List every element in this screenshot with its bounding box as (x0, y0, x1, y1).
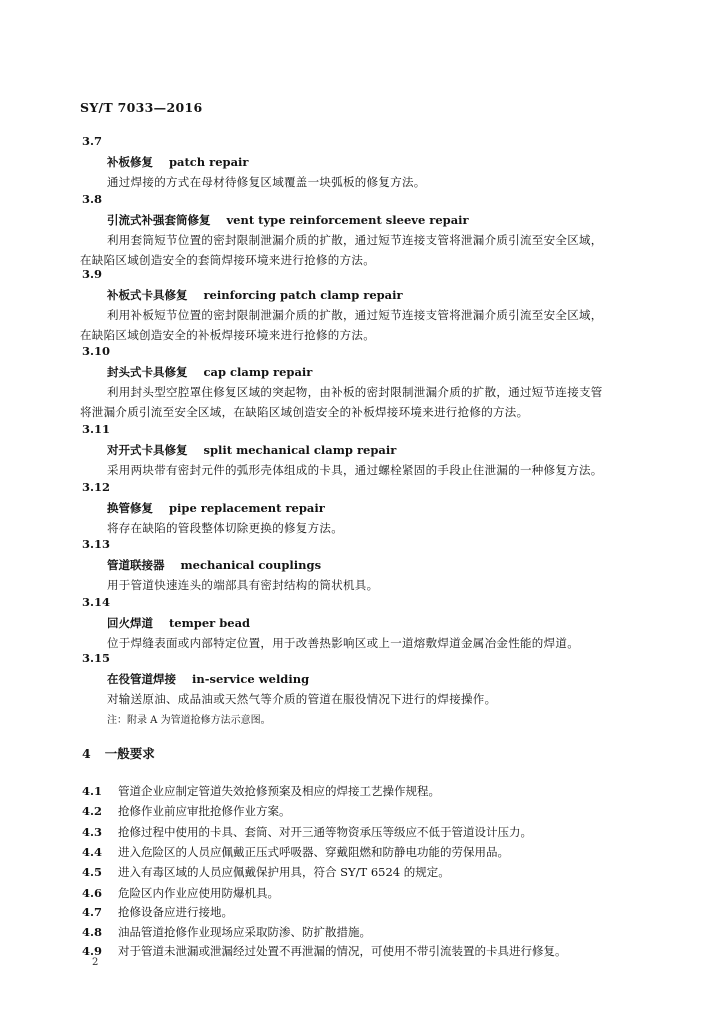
term-definition-line: 将泄漏介质引流至安全区域，在缺陷区域创造安全的补板焊接环境来进行抢修的方法。 (80, 405, 529, 419)
term-definition-line: 位于焊缝表面或内部特定位置，用于改善热影响区或上一道熔敷焊道金属冶金性能的焊道。 (107, 636, 579, 650)
requirement-number: 4.6 (82, 886, 103, 900)
term-definition-line: 在缺陷区域创造安全的套筒焊接环境来进行抢修的方法。 (80, 253, 375, 267)
requirement-text: 抢修作业前应审批抢修作业方案。 (118, 804, 291, 818)
term-title (107, 557, 321, 573)
term-chinese: 管道联接器 (107, 558, 165, 572)
requirement-item (82, 904, 233, 920)
term-english: split mechanical clamp repair (203, 443, 397, 457)
term-definition-line: 利用套筒短节位置的密封限制泄漏介质的扩散，通过短节连接支管将泄漏介质引流至安全区域， (107, 233, 603, 247)
requirement-item (82, 803, 291, 819)
term-number: 3.8 (82, 192, 103, 206)
term-title (107, 615, 250, 631)
requirement-text: 抢修过程中使用的卡具、套筒、对开三通等物资承压等级应不低于管道设计压力。 (118, 825, 532, 839)
term-definition-line: 利用封头型空腔罩住修复区域的突起物，由补板的密封限制泄漏介质的扩散，通过短节连接支管 (107, 385, 603, 399)
page-number: 2 (92, 957, 99, 968)
term-title (107, 154, 248, 170)
term-chinese: 回火焊道 (107, 616, 153, 630)
term-english: vent type reinforcement sleeve repair (226, 213, 469, 227)
requirement-number: 4.4 (82, 845, 103, 859)
requirement-item (82, 864, 450, 880)
term-english: pipe replacement repair (169, 501, 325, 515)
requirement-number: 4.5 (82, 865, 103, 879)
requirement-number: 4.9 (82, 944, 103, 958)
requirement-text: 危险区内作业应使用防爆机具。 (118, 886, 279, 900)
term-chinese: 封头式卡具修复 (107, 365, 188, 379)
term-title (107, 442, 396, 458)
term-english: cap clamp repair (203, 365, 313, 379)
term-title (107, 671, 309, 687)
requirement-number: 4.3 (82, 825, 103, 839)
term-number: 3.10 (82, 344, 111, 358)
term-definition-line: 利用补板短节位置的密封限制泄漏介质的扩散，通过短节连接支管将泄漏介质引流至安全区域， (107, 308, 603, 322)
requirement-item (82, 824, 532, 840)
term-title (107, 212, 469, 228)
term-chinese: 补板式卡具修复 (107, 288, 188, 302)
requirement-text: 进入危险区的人员应佩戴正压式呼吸器、穿戴阻燃和防静电功能的劳保用品。 (118, 845, 509, 859)
term-title (107, 364, 312, 380)
term-definition-line: 对输送原油、成品油或天然气等介质的管道在服役情况下进行的焊接操作。 (107, 692, 497, 706)
term-chinese: 在役管道焊接 (107, 672, 176, 686)
requirement-text: 进入有毒区域的人员应佩戴保护用具，符合 SY/T 6524 的规定。 (118, 865, 450, 879)
requirement-number: 4.2 (82, 804, 103, 818)
section-number: 4 (82, 746, 91, 761)
requirement-number: 4.7 (82, 905, 103, 919)
requirement-item (82, 943, 567, 959)
term-english: mechanical couplings (180, 558, 322, 572)
term-title (107, 500, 325, 516)
term-number: 3.15 (82, 651, 111, 665)
term-definition-line: 通过焊接的方式在母材待修复区域覆盖一块弧板的修复方法。 (107, 175, 426, 189)
term-number: 3.7 (82, 134, 103, 148)
requirement-item (82, 885, 279, 901)
term-number: 3.11 (82, 422, 111, 436)
term-definition-line: 在缺陷区域创造安全的补板焊接环境来进行抢修的方法。 (80, 328, 375, 342)
section-title: 一般要求 (104, 746, 155, 761)
requirement-number: 4.8 (82, 925, 103, 939)
term-title (107, 287, 403, 303)
requirement-number: 4.1 (82, 784, 103, 798)
requirement-item (82, 924, 371, 940)
requirement-text: 管道企业应制定管道失效抢修预案及相应的焊接工艺操作规程。 (118, 784, 440, 798)
term-english: patch repair (169, 155, 249, 169)
term-number: 3.14 (82, 595, 111, 609)
term-chinese: 换管修复 (107, 501, 153, 515)
term-english: in-service welding (192, 672, 310, 686)
standard-number-header: SY/T 7033—2016 (80, 100, 203, 115)
requirement-item (82, 844, 509, 860)
term-number: 3.12 (82, 480, 111, 494)
term-definition-line: 采用两块带有密封元件的弧形壳体组成的卡具，通过螺栓紧固的手段止住泄漏的一种修复方法。 (107, 463, 603, 477)
requirement-text: 对于管道未泄漏或泄漏经过处置不再泄漏的情况，可使用不带引流装置的卡具进行修复。 (118, 944, 567, 958)
term-english: temper bead (169, 616, 251, 630)
term-number: 3.13 (82, 537, 111, 551)
term-english: reinforcing patch clamp repair (203, 288, 403, 302)
term-number: 3.9 (82, 267, 103, 281)
term-chinese: 补板修复 (107, 155, 153, 169)
term-definition-line: 将存在缺陷的管段整体切除更换的修复方法。 (107, 521, 343, 535)
requirement-text: 抢修设备应进行接地。 (118, 905, 233, 919)
term-chinese: 引流式补强套筒修复 (107, 213, 211, 227)
requirement-item (82, 783, 440, 799)
section-heading (82, 744, 155, 762)
term-chinese: 对开式卡具修复 (107, 443, 188, 457)
requirement-text: 油品管道抢修作业现场应采取防渗、防扩散措施。 (118, 925, 371, 939)
annex-note: 注：附录 A 为管道抢修方法示意图。 (107, 715, 271, 726)
term-definition-line: 用于管道快速连头的端部具有密封结构的筒状机具。 (107, 578, 379, 592)
